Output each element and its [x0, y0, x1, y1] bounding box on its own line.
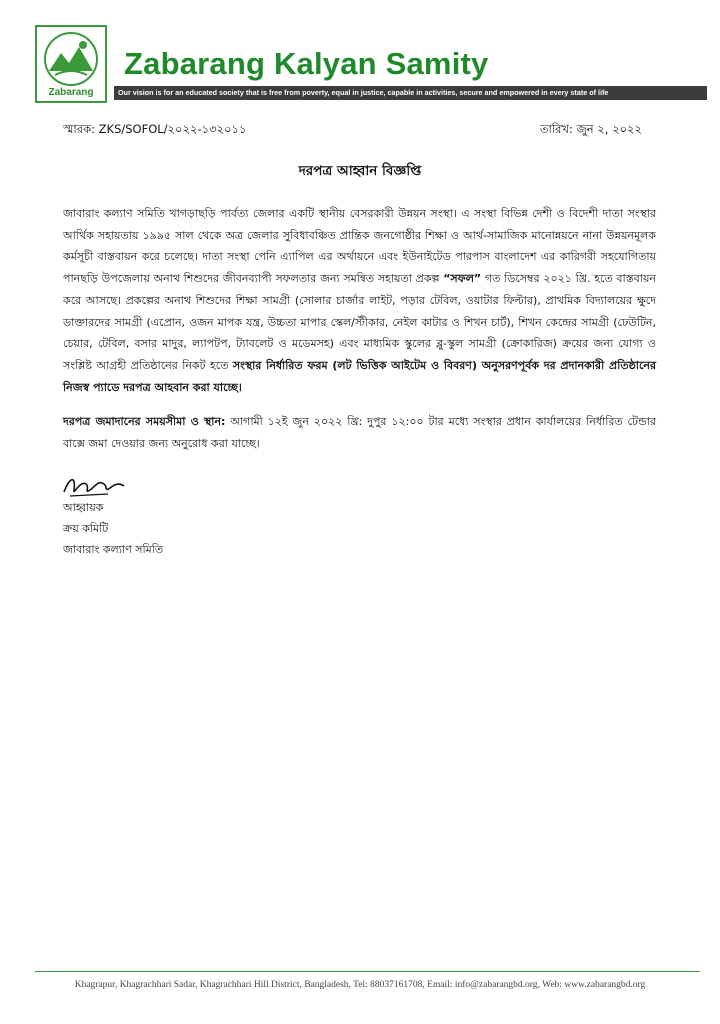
- reference-number: স্মারক: ZKS/SOFOL/২০২২-১৩২০১১: [63, 122, 247, 136]
- notice-body-paragraph: [63, 203, 656, 398]
- deadline-text: আগামী ১২ই জুন ২০২২ খ্রি: দুপুর ১২:০০ টার মধ্যে সংস্থার প্রধান কার্যালয়ের নির্ধারিত টেন্ডার বাক্সে জমা দেওয়ার জন্য অনুরোধ করা যাচ্ছে।: [63, 415, 657, 450]
- logo-label: Zabarang: [48, 87, 94, 98]
- deadline-paragraph: [63, 411, 656, 454]
- issue-date: তারিখ: জুন ২, ২০২২: [539, 122, 642, 136]
- signatory-role: আহ্বায়ক: [63, 501, 104, 514]
- signatory-organization: জাবারাং কল্যাণ সমিতি: [63, 543, 164, 556]
- notice-title: দরপত্র আহ্বান বিজ্ঞপ্তি: [298, 163, 422, 179]
- footer-contact: Khagrapur, Khagrachhari Sadar, Khagrachhari Hill District, Bangladesh, Tel: 88037161708, Email: info@zabarangbd.org, Web: www.zabarangbd.org: [74, 980, 646, 990]
- project-name: “সফল”: [443, 272, 482, 286]
- organization-name: Zabarang Kalyan Samity: [124, 46, 489, 81]
- body-text: জাবারাং কল্যাণ সমিতি খাগড়াছড়ি পার্বত্য জেলার একটি স্থানীয় বেসরকারী উন্নয়ন সংস্থা। এ সংস্থা বিভিন্ন দেশী ও বিদেশী দাতা সংস্থার আর্থিক সহায়তায় ১৯৯৫ সাল থেকে অত্র জেলার সুবিধাবঞ্চিত প্রান্তিক জনগোষ্ঠীর শিক্ষা ও আর্থ-সামাজিক মানোন্নয়নে নানা উন্নয়নমূলক কর্মসূচী বাস্তবায়ন করে চলেছে। দাতা সংস্থা পেনি এ্যাপিল এর অর্থায়নে এবং ইউনাইটেড পারপাস বাংলাদেশ এর কারিগরী সহযোগিতায় পানছড়ি উপজেলায় অনাথ শিশুদের জীবনব্যাপী সফলতার জন্য সমন্বিত সহায়তা প্রকল্প: [63, 207, 656, 286]
- deadline-label: দরপত্র জমাদানের সময়সীমা ও স্থান:: [63, 415, 226, 428]
- footer-divider: [35, 971, 700, 972]
- logo-emblem-icon: [41, 31, 101, 87]
- body-text: গত ডিসেম্বর ২০২১ খ্রি. হতে বাস্তবায়ন করে আসছে। প্রকল্পের অনাথ শিশুদের শিক্ষা সামগ্রী (সোলার চার্জার লাইট, পড়ার টেবিল, ওয়াটার ফিল্টার), প্রাথমিক বিদ্যালয়ের ক্ষুদে ডাক্তারদের সামগ্রী (এপ্রোন, ওজন মাপক যন্ত্র, উচ্চতা মাপার স্কেল/স্টীকার, নেইল কাটার ও শিখন চার্ট), শিখন কেন্দ্রের সামগ্রী (ঢেউটিন, চেয়ার, টেবিল, বসার মাদুর, ল্যাপটপ, ট্যাবলেট ও মডেমসহ) এবং মাধ্যমিক স্কুলের ব্লু-স্কুল সামগ্রী (ক্রোকারিজ) ক্রয়ের জন্য যোগ্য ও সংশ্লিষ্ট আগ্রহী প্রতিষ্ঠানের নিকট হতে: [63, 272, 656, 372]
- vision-statement: Our vision is for an educated society that is free from poverty, equal in justice, capable in activities, secure and empowered in every state of life: [118, 88, 609, 97]
- organization-logo: [35, 25, 107, 103]
- signature-block: [63, 497, 163, 560]
- body-emphasis: সংস্থার নির্ধারিত ফরম (লট ভিত্তিক আইটেম ও বিবরণ) অনুসরণপূর্বক দর প্রদানকারী প্রতিষ্ঠানের নিজস্ব প্যাডে দরপত্র আহবান করা যাচ্ছে।: [63, 358, 657, 394]
- signatory-committee: ক্রয় কমিটি: [63, 522, 109, 535]
